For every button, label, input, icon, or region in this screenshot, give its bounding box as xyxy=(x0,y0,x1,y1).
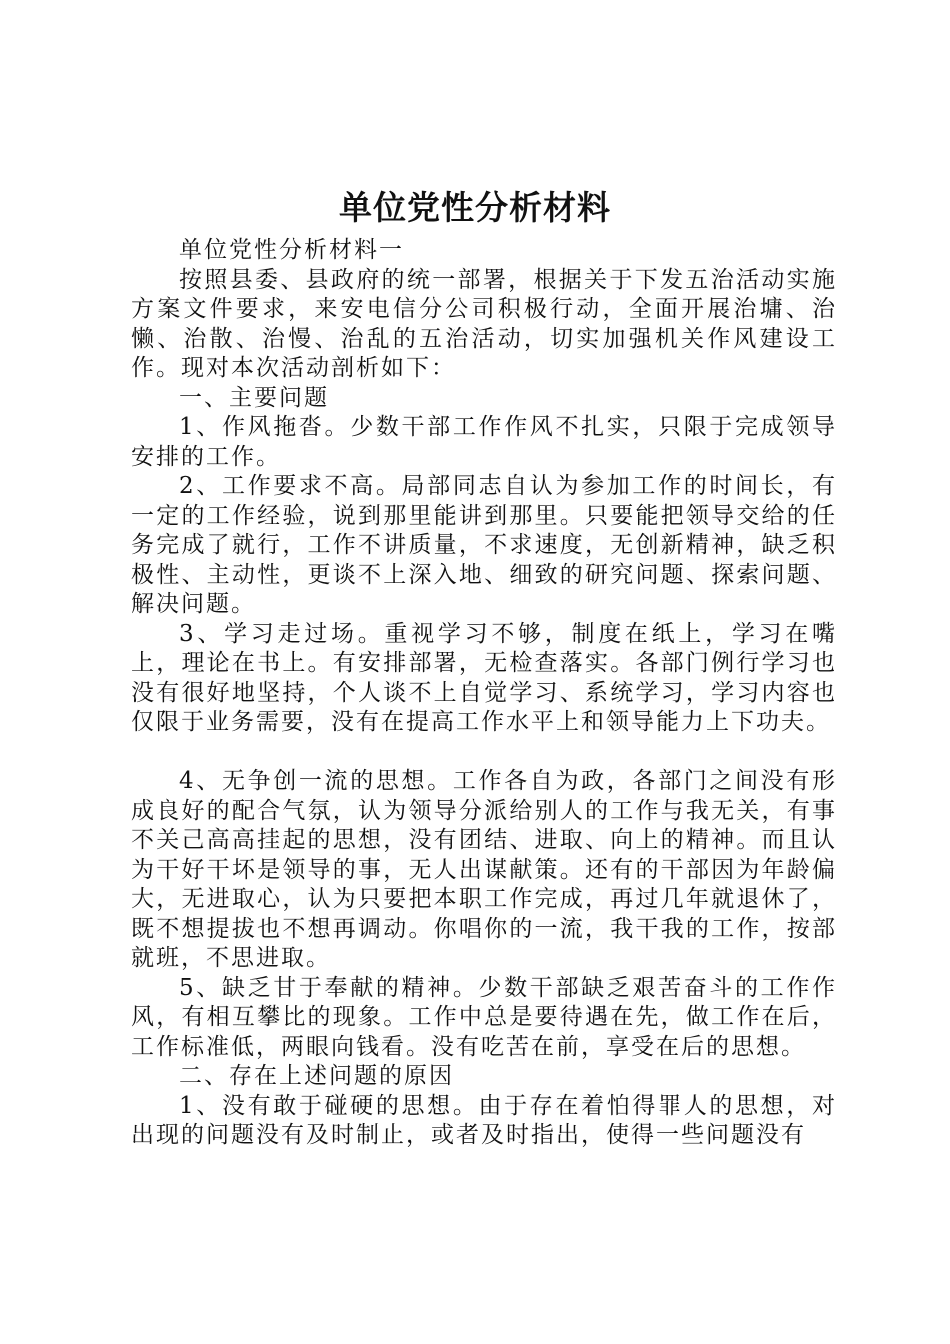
intro-paragraph: 按照县委、县政府的统一部署，根据关于下发五治活动实施方案文件要求，来安电信分公司积极行动，全面开展治墉、治懒、治散、治慢、治乱的五治活动，切实加强机关作风建设工作。现对本次活动剖析如下： xyxy=(131,266,837,381)
cause-item-1: 1、没有敢于碰硬的思想。由于存在着怕得罪人的思想，对出现的问题没有及时制止，或者及时指出，使得一些问题没有 xyxy=(131,1092,837,1148)
document-title: 单位党性分析材料 xyxy=(339,188,611,227)
problem-item-1: 1、作风拖沓。少数干部工作作风不扎实，只限于完成领导安排的工作。 xyxy=(131,414,837,470)
section-heading-causes: 二、存在上述问题的原因 xyxy=(179,1063,454,1089)
subtitle-paragraph: 单位党性分析材料一 xyxy=(179,237,404,263)
problem-item-5: 5、缺乏甘于奉献的精神。少数干部缺乏艰苦奋斗的工作作风，有相互攀比的现象。工作中总是要待遇在先，做工作在后，工作标准低，两眼向钱看。没有吃苦在前，享受在后的思想。 xyxy=(131,974,837,1060)
document-body xyxy=(131,236,837,1151)
section-heading-main-problems: 一、主要问题 xyxy=(179,384,329,411)
problem-item-3: 3、学习走过场。重视学习不够，制度在纸上，学习在嘴上，理论在书上。有安排部署，无检查落实。各部门例行学习也没有很好地坚持，个人谈不上自觉学习、系统学习，学习内容也仅限于业务需要，没有在提高工作水平上和领导能力上下功夫。 xyxy=(131,620,837,735)
problem-item-4: 4、无争创一流的思想。工作各自为政，各部门之间没有形成良好的配合气氛，认为领导分派给别人的工作与我无关，有事不关己高高挂起的思想，没有团结、进取、向上的精神。而且认为干好干坏是领导的事，无人出谋献策。还有的干部因为年龄偏大，无进取心，认为只要把本职工作完成，再过几年就退休了，既不想提拔也不想再调动。你唱你的一流，我干我的工作，按部就班，不思进取。 xyxy=(131,768,837,971)
problem-item-2: 2、工作要求不高。局部同志自认为参加工作的时间长，有一定的工作经验，说到那里能讲到那里。只要能把领导交给的任务完成了就行，工作不讲质量，不求速度，无创新精神，缺乏积极性、主动性，更谈不上深入地、细致的研究问题、探索问题、解决问题。 xyxy=(131,473,837,617)
